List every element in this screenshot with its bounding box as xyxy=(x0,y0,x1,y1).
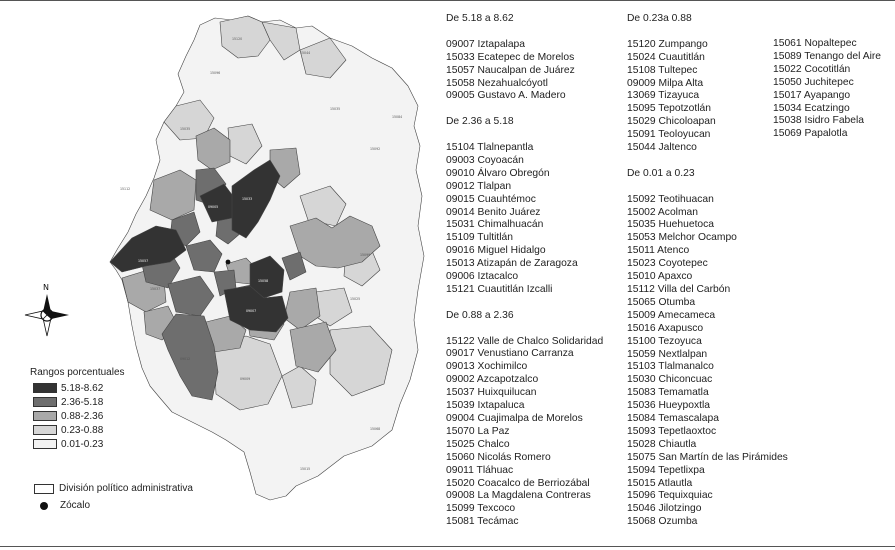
municipality-item: 15009 Amecameca xyxy=(627,309,716,321)
municipality-item: 15011 Atenco xyxy=(627,245,690,257)
legend-item xyxy=(30,381,230,395)
municipality-item: 09013 Xochimilco xyxy=(446,361,528,373)
municipality-item: 15044 Jaltenco xyxy=(627,142,697,154)
list-spacer xyxy=(627,155,788,168)
municipality-item: 15093 Tepetlaoxtoc xyxy=(627,425,717,437)
range-header: De 0.01 a 0.23 xyxy=(627,167,695,179)
svg-text:15092: 15092 xyxy=(370,147,381,151)
municipality-item: 09016 Miguel Hidalgo xyxy=(446,245,546,257)
municipality-item: 15038 Isidro Fabela xyxy=(773,115,865,127)
zocalo-legend xyxy=(40,500,90,511)
legend-item xyxy=(30,437,230,451)
municipality-item: 15057 Naucalpan de Juárez xyxy=(446,64,575,76)
municipality-item: 09011 Tláhuac xyxy=(446,464,514,476)
legend-swatch xyxy=(33,425,57,435)
svg-text:15025: 15025 xyxy=(350,297,361,301)
list-column-3 xyxy=(773,38,881,141)
municipality-item: 09005 Gustavo A. Madero xyxy=(446,90,566,102)
municipality-item: 15112 Villa del Carbón xyxy=(627,283,731,295)
municipality-item: 15065 Otumba xyxy=(627,296,696,308)
legend-item xyxy=(30,409,230,423)
range-header: De 0.23a 0.88 xyxy=(627,13,692,24)
municipality-item: 15109 Tultitlán xyxy=(446,232,513,244)
municipality-item: 15058 Nezahualcóyotl xyxy=(446,77,548,89)
municipality-item: 09003 Coyoacán xyxy=(446,154,524,166)
legend-item xyxy=(30,395,230,409)
svg-text:15037: 15037 xyxy=(150,287,161,291)
list-column-1 xyxy=(446,13,603,529)
svg-text:15058: 15058 xyxy=(258,279,269,283)
municipality-item: 15092 Teotihuacan xyxy=(627,193,714,205)
municipality-item: 09012 Tlalpan xyxy=(446,180,512,192)
municipality-item: 15033 Ecatepec de Morelos xyxy=(446,51,575,63)
north-arrow-icon xyxy=(22,282,72,342)
municipality-item: 15099 Texcoco xyxy=(446,503,516,515)
municipality-item: 15039 Ixtapaluca xyxy=(446,400,525,412)
list-spacer xyxy=(446,26,603,39)
zocalo-dot-icon xyxy=(40,502,48,510)
municipality-item: 15035 Huehuetoca xyxy=(627,219,715,231)
municipality-item: 15061 Nopaltepec xyxy=(773,38,857,49)
municipality-item: 15017 Ayapango xyxy=(773,89,851,101)
svg-text:15120: 15120 xyxy=(232,37,243,41)
municipality-item: 09004 Cuajimalpa de Morelos xyxy=(446,413,583,425)
municipality-item: 15046 Jilotzingo xyxy=(627,503,702,515)
municipality-item: 15094 Tepetlixpa xyxy=(627,464,705,476)
zocalo-label: Zócalo xyxy=(60,500,91,511)
list-spacer xyxy=(446,323,603,336)
municipality-item: 15034 Ecatzingo xyxy=(773,102,850,114)
municipality-item: 15036 Hueypoxtla xyxy=(627,400,711,412)
legend-swatch xyxy=(33,397,57,407)
municipality-item: 15013 Atizapán de Zaragoza xyxy=(446,258,578,270)
list-spacer xyxy=(627,181,788,194)
municipality-item: 15060 Nicolás Romero xyxy=(446,451,551,463)
municipality-item: 15024 Cuautitlán xyxy=(627,51,705,63)
svg-text:15084: 15084 xyxy=(392,115,403,119)
legend-title: Rangos porcentuales xyxy=(30,367,125,378)
municipality-item: 15091 Teoloyucan xyxy=(627,129,711,141)
municipality-item: 15100 Tezoyuca xyxy=(627,335,702,347)
svg-text:15096: 15096 xyxy=(210,71,221,75)
svg-text:09005: 09005 xyxy=(208,205,219,209)
municipality-item: 09002 Azcapotzalco xyxy=(446,374,539,386)
svg-text:15044: 15044 xyxy=(300,51,311,55)
municipality-item: 15089 Tenango del Aire xyxy=(773,50,882,62)
municipality-item: 15053 Melchor Ocampo xyxy=(627,232,737,244)
municipality-item: 15023 Coyotepec xyxy=(627,258,708,270)
municipality-item: 15022 Cocotitlán xyxy=(773,63,851,75)
bottom-rule xyxy=(0,546,895,547)
municipality-item: 15084 Temascalapa xyxy=(627,413,719,425)
municipality-item: 09010 Álvaro Obregón xyxy=(446,167,550,179)
municipality-item: 09006 Iztacalco xyxy=(446,271,519,283)
legend-label: 2.36-5.18 xyxy=(61,396,104,408)
zocalo-marker xyxy=(226,260,231,265)
municipality-item: 15015 Atlautla xyxy=(627,477,693,489)
svg-text:15057: 15057 xyxy=(138,259,149,263)
north-label: N xyxy=(43,283,49,292)
municipality-item: 15075 San Martín de las Pirámides xyxy=(627,451,788,463)
municipality-item: 09017 Venustiano Carranza xyxy=(446,348,574,360)
municipality-item: 15121 Cuautitlán Izcalli xyxy=(446,283,553,295)
svg-text:15112: 15112 xyxy=(120,187,131,191)
municipality-item: 15108 Tultepec xyxy=(627,64,698,76)
municipality-item: 15069 Papalotla xyxy=(773,128,848,140)
list-spacer xyxy=(627,26,788,39)
legend-label: 0.88-2.36 xyxy=(61,410,104,422)
municipality-item: 15122 Valle de Chalco Solidaridad xyxy=(446,335,604,347)
municipality-item: 15103 Tlalmanalco xyxy=(627,361,714,373)
municipality-item: 15016 Axapusco xyxy=(627,322,704,334)
municipality-item: 09008 La Magdalena Contreras xyxy=(446,490,591,502)
municipality-item: 09014 Benito Juárez xyxy=(446,206,541,218)
municipality-item: 15050 Juchitepec xyxy=(773,76,854,88)
municipality-item: 15059 Nextlalpan xyxy=(627,348,708,360)
municipality-item: 09009 Milpa Alta xyxy=(627,77,704,89)
municipality-item: 15037 Huixquilucan xyxy=(446,387,537,399)
legend-label: 5.18-8.62 xyxy=(61,382,104,394)
list-column-2 xyxy=(627,13,788,529)
legend-swatch xyxy=(33,439,57,449)
svg-text:15068: 15068 xyxy=(370,427,381,431)
division-swatch xyxy=(34,484,54,494)
municipality-item: 15031 Chimalhuacán xyxy=(446,219,544,231)
municipality-item: 15095 Tepotzotlán xyxy=(627,103,711,115)
svg-text:15015: 15015 xyxy=(300,467,311,471)
municipality-item: 15029 Chicoloapan xyxy=(627,116,716,128)
municipality-item: 15025 Chalco xyxy=(446,438,510,450)
legend-swatch xyxy=(33,411,57,421)
range-header: De 5.18 a 8.62 xyxy=(446,13,514,24)
division-label: División político administrativa xyxy=(59,483,193,494)
municipality-item: 15010 Apaxco xyxy=(627,271,693,283)
municipality-item: 15028 Chiautla xyxy=(627,438,697,450)
legend xyxy=(30,367,230,451)
municipality-item: 09007 Iztapalapa xyxy=(446,38,526,50)
range-header: De 2.36 a 5.18 xyxy=(446,116,514,128)
legend-item xyxy=(30,423,230,437)
municipality-item: 15002 Acolman xyxy=(627,206,698,218)
municipalities-map xyxy=(0,0,440,546)
svg-text:09007: 09007 xyxy=(246,309,257,313)
municipality-item: 09015 Cuauhtémoc xyxy=(446,193,536,205)
municipality-item: 15068 Ozumba xyxy=(627,516,698,528)
list-spacer xyxy=(446,129,603,142)
legend-label: 0.23-0.88 xyxy=(61,424,104,436)
svg-text:09012: 09012 xyxy=(180,357,191,361)
municipality-item: 13069 Tizayuca xyxy=(627,90,700,102)
municipality-item: 15020 Coacalco de Berriozábal xyxy=(446,477,590,489)
legend-swatch xyxy=(33,383,57,393)
municipality-item: 15081 Tecámac xyxy=(446,516,519,528)
legend-label: 0.01-0.23 xyxy=(61,438,104,450)
svg-text:15033: 15033 xyxy=(242,197,253,201)
svg-text:09009: 09009 xyxy=(240,377,251,381)
municipality-item: 15070 La Paz xyxy=(446,425,510,437)
municipality-item: 15083 Temamatla xyxy=(627,387,709,399)
municipality-item: 15096 Tequixquiac xyxy=(627,490,713,502)
list-spacer xyxy=(446,297,603,310)
svg-text:15099: 15099 xyxy=(360,253,371,257)
svg-text:15035: 15035 xyxy=(180,127,191,131)
municipality-item: 15104 Tlalnepantla xyxy=(446,142,534,154)
division-legend xyxy=(34,483,193,494)
municipality-item: 15030 Chiconcuac xyxy=(627,374,713,386)
range-header: De 0.88 a 2.36 xyxy=(446,309,514,321)
municipality-item: 15120 Zumpango xyxy=(627,38,708,50)
list-spacer xyxy=(446,103,603,116)
svg-text:15035: 15035 xyxy=(330,107,341,111)
